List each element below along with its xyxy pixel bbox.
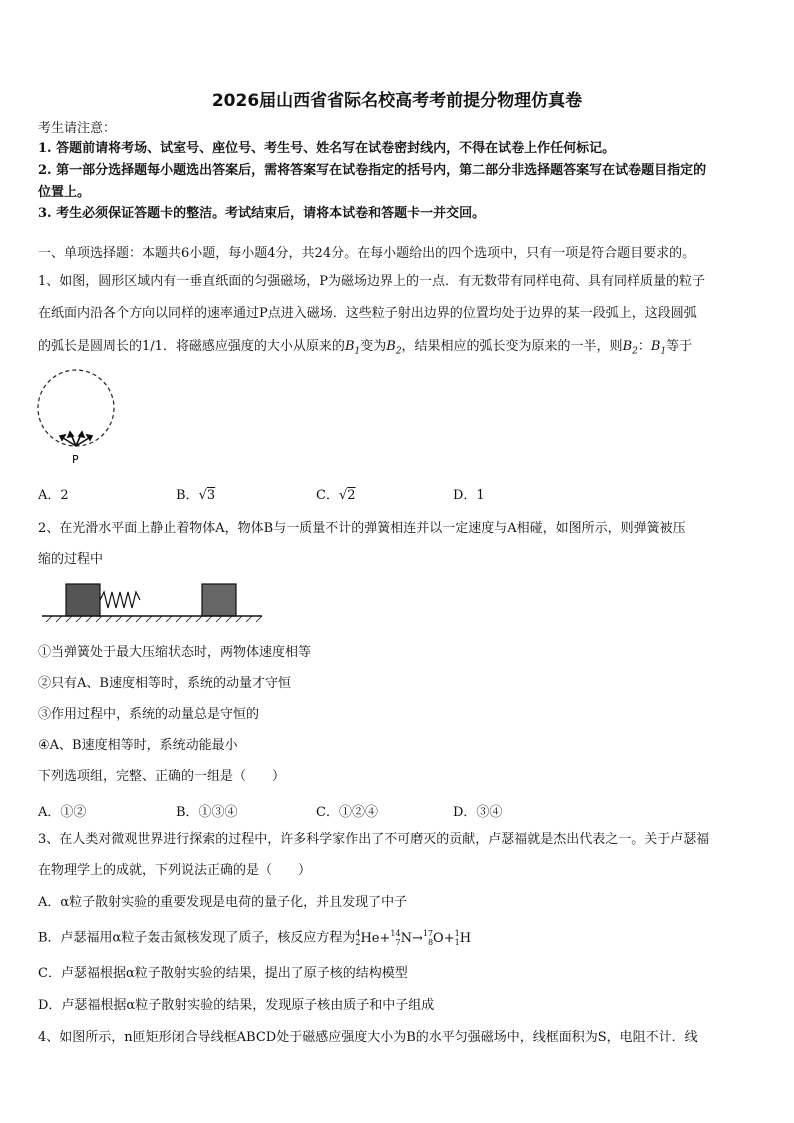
b2-symbol: $B_2$ bbox=[622, 339, 638, 357]
q1-option-b[interactable]: B．√3 bbox=[176, 488, 216, 503]
spring bbox=[100, 592, 140, 608]
q1-option-c[interactable]: C．√2 bbox=[316, 488, 356, 503]
sqrt-icon: √ bbox=[198, 488, 207, 503]
point-p-label: P bbox=[72, 453, 79, 466]
notice-heading: 考生请注意： bbox=[38, 121, 117, 136]
q2-text-line2: 缩的过程中 bbox=[38, 552, 104, 567]
q2-ask: 下列选项组，完整、正确的一组是（ ） bbox=[38, 769, 286, 784]
notice-item-1: 1. 答题前请将考场、试室号、座位号、考生号、姓名写在试卷密封线内，不得在试卷上作任何标记。 bbox=[38, 141, 616, 156]
sqrt-icon: √ bbox=[338, 488, 348, 503]
q1-option-d[interactable]: D．1 bbox=[453, 488, 485, 503]
q2-spring-figure bbox=[42, 578, 264, 626]
b2-symbol: $B_2$ bbox=[386, 339, 402, 357]
q3-text-line2: 在物理学上的成就，下列说法正确的是（ ） bbox=[38, 863, 312, 878]
q4-text-line1: 4、如图所示，n匝矩形闭合导线框ABCD处于磁感应强度大小为B的水平匀强磁场中，线框面积为S，电阻不计．线 bbox=[38, 1030, 698, 1045]
q1-text-line2: 在纸面内沿各个方向以同样的速率通过P点进入磁场．这些粒子射出边界的位置均处于边界的某一段弧上，这段圆弧 bbox=[38, 306, 697, 321]
exam-title: 2026届山西省省际名校高考考前提分物理仿真卷 bbox=[211, 91, 583, 111]
q3-option-b[interactable]: B．卢瑟福用α粒子轰击氮核发现了质子，核反应方程为4 2He+14 7N→17 8O+1 1H bbox=[38, 929, 472, 947]
q3-option-a[interactable]: A．α粒子散射实验的重要发现是电荷的量子化，并且发现了中子 bbox=[38, 895, 408, 910]
q1-option-a[interactable]: A．2 bbox=[38, 488, 69, 503]
q1-circle-figure bbox=[30, 362, 130, 472]
section-heading: 一、单项选择题：本题共6小题，每小题4分，共24分。在每小题给出的四个选项中，只有一项是符合题目要求的。 bbox=[38, 246, 696, 261]
q2-option-d[interactable]: D．③④ bbox=[453, 805, 503, 820]
q3-option-c[interactable]: C．卢瑟福根据α粒子散射实验的结果，提出了原子核的结构模型 bbox=[38, 966, 408, 981]
q1-text-line3: 的弧长是圆周长的1/1．将磁感应强度的大小从原来的$B_1$变为$B_2$，结果相应的弧长变为原来的一半，则$B_2$：$B_1$等于 bbox=[38, 339, 693, 357]
q3-text-line1: 3、在人类对微观世界进行探索的过程中，许多科学家作出了不可磨灭的贡献，卢瑟福就是杰出代表之一。关于卢瑟福 bbox=[38, 832, 710, 847]
q2-statement-2: ②只有A、B速度相等时，系统的动量才守恒 bbox=[38, 676, 291, 691]
magnetic-field-circle bbox=[38, 370, 114, 446]
q2-option-a[interactable]: A．①② bbox=[38, 805, 87, 820]
q1-text-line1: 1、如图，圆形区域内有一垂直纸面的匀强磁场，P为磁场边界上的一点．有无数带有同样电荷、具有同样质量的粒子 bbox=[38, 274, 706, 289]
ground-hatch bbox=[46, 616, 262, 622]
q2-text-line1: 2、在光滑水平面上静止着物体A，物体B与一质量不计的弹簧相连并以一定速度与A相碰，如图所示，则弹簧被压 bbox=[38, 521, 686, 536]
notice-item-3: 3. 考生必须保证答题卡的整洁。考试结束后，请将本试卷和答题卡一并交回。 bbox=[38, 206, 486, 221]
q3-option-d[interactable]: D．卢瑟福根据α粒子散射实验的结果，发现原子核由质子和中子组成 bbox=[38, 998, 435, 1013]
q2-option-b[interactable]: B．①③④ bbox=[176, 805, 238, 820]
b1-symbol: $B_1$ bbox=[650, 339, 667, 357]
notice-item-2-cont: 位置上。 bbox=[38, 185, 91, 200]
nuclear-equation: 4 2He+14 7N→17 8O+1 1H bbox=[355, 929, 472, 947]
q2-statement-4: ④A、B速度相等时，系统动能最小 bbox=[38, 738, 238, 753]
q2-statement-3: ③作用过程中，系统的动量总是守恒的 bbox=[38, 707, 260, 722]
block-a bbox=[202, 584, 236, 616]
q2-statement-1: ①当弹簧处于最大压缩状态时，两物体速度相等 bbox=[38, 645, 312, 660]
notice-item-2: 2. 第一部分选择题每小题选出答案后，需将答案写在试卷指定的括号内，第二部分非选择题答案写在试卷题目指定的 bbox=[38, 163, 707, 178]
block-b bbox=[66, 584, 100, 616]
b1-symbol: $B_1$ bbox=[344, 339, 361, 357]
q2-option-c[interactable]: C．①②④ bbox=[316, 805, 378, 820]
